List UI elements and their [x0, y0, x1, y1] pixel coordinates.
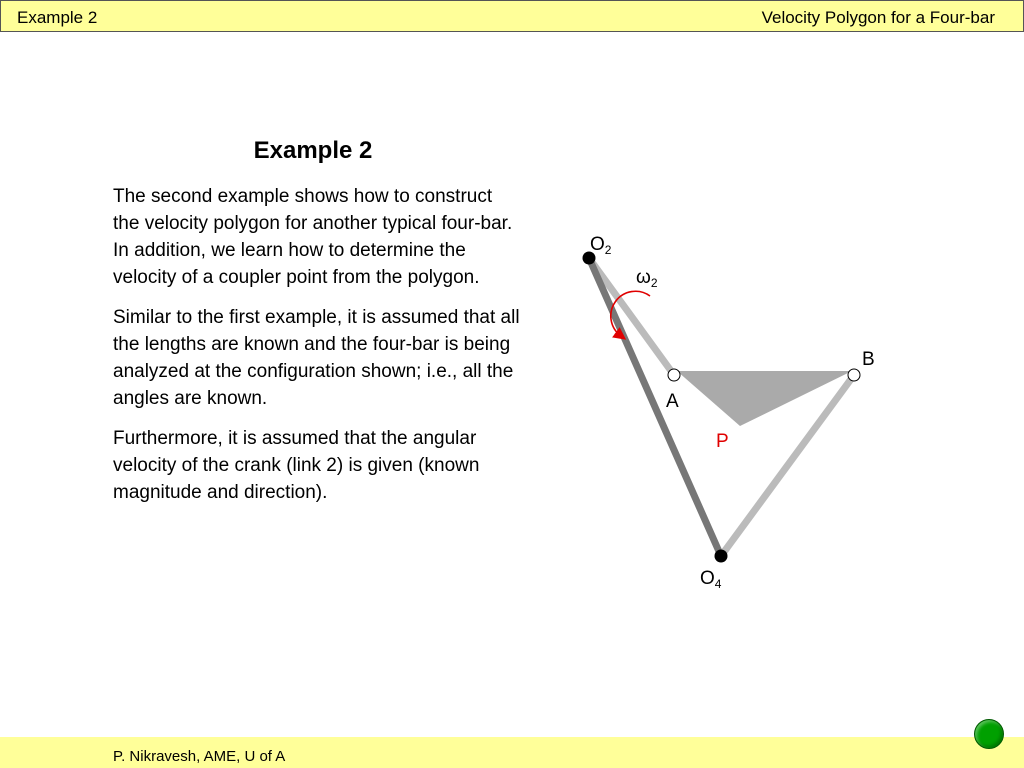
header-left-title: Example 2	[17, 8, 98, 27]
joint-O4	[715, 550, 728, 563]
header-bar	[0, 0, 1024, 32]
ground-link	[589, 258, 721, 556]
next-slide-button[interactable]	[974, 719, 1004, 749]
header-right-title: Velocity Polygon for a Four-bar	[761, 8, 995, 27]
body-text	[113, 183, 523, 519]
joint-B	[848, 369, 860, 381]
paragraph-1: The second example shows how to construct the velocity polygon for another typical four-bar. In addition, we learn how to determine the velocity of a coupler point from the polygon.	[113, 186, 513, 288]
label-O2: $O_2$	[590, 234, 612, 257]
label-A: A	[666, 391, 679, 412]
label-O4: $O_4$	[700, 568, 722, 591]
four-bar-diagram	[560, 220, 900, 600]
joint-A	[668, 369, 680, 381]
footer-bar	[0, 737, 1024, 768]
label-P: P	[716, 431, 729, 452]
label-omega2: $\omega_2$	[636, 267, 658, 290]
paragraph-2: Similar to the first example, it is assumed that all the lengths are known and the four-bar is being analyzed at the configuration shown; i.e., all the angles are known.	[113, 307, 520, 409]
footer-text: P. Nikravesh, AME, U of A	[113, 748, 286, 765]
slide-title: Example 2	[253, 137, 373, 164]
paragraph-3: Furthermore, it is assumed that the angular velocity of the crank (link 2) is given (known magnitude and direction).	[113, 428, 480, 503]
label-B: B	[862, 349, 875, 370]
